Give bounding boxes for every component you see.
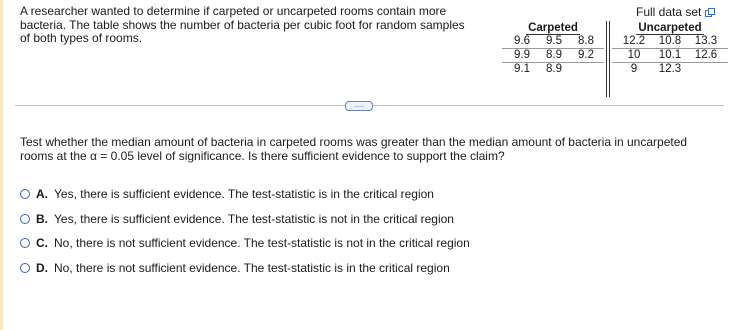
table-cell: 9.9: [514, 49, 530, 61]
option-text: No, there is not sufficient evidence. The test-statistic is not in the critical region: [54, 236, 470, 251]
question-text: [20, 136, 720, 163]
table-cell: 13.3: [694, 35, 718, 47]
problem-line-1: A researcher wanted to determine if carpeted or uncarpeted rooms contain more: [20, 4, 447, 18]
table-row: [612, 63, 728, 76]
option-letter: A.: [36, 187, 48, 202]
question-line-2: rooms at the α = 0.05 level of significance. Is there sufficient evidence to support the claim?: [20, 148, 505, 163]
option-letter: C.: [36, 236, 48, 251]
table-cell: 8.9: [546, 49, 562, 61]
option-c[interactable]: [20, 231, 470, 256]
table-cell: [688, 63, 724, 76]
radio-button[interactable]: [20, 189, 30, 199]
uncarpeted-table: [612, 21, 728, 76]
radio-button[interactable]: [20, 263, 30, 273]
table-cell: 12.6: [694, 49, 718, 61]
problem-line-3: of both types of rooms.: [20, 31, 143, 45]
problem-statement: [20, 5, 490, 46]
carpeted-header: Carpeted: [528, 22, 578, 34]
table-cell: [570, 63, 602, 76]
question-line-1: Test whether the median amount of bacteria in carpeted rooms was greater than the median amount of bacteria in uncarpeted: [20, 135, 688, 149]
table-row: [502, 49, 604, 63]
table-row: [612, 49, 728, 63]
table-row: [502, 35, 604, 49]
table-row: [502, 63, 604, 76]
radio-button[interactable]: [20, 238, 30, 248]
table-cell: 9.2: [578, 49, 594, 61]
carpeted-table: [502, 21, 604, 76]
table-divider-line: [609, 21, 610, 97]
copy-icon[interactable]: [705, 7, 715, 17]
table-cell: 8.8: [578, 35, 594, 47]
full-data-set-link[interactable]: [636, 5, 715, 19]
option-text: Yes, there is sufficient evidence. The test-statistic is not in the critical region: [54, 211, 454, 226]
table-cell: 9.1: [514, 63, 530, 75]
table-cell: 10: [627, 49, 641, 61]
data-table-area: [498, 5, 728, 97]
table-divider-line: [606, 21, 607, 97]
table-row: [612, 35, 728, 49]
table-cell: 9.5: [546, 35, 562, 47]
left-accent-strip: [0, 0, 3, 330]
option-letter: D.: [36, 261, 48, 276]
radio-button[interactable]: [20, 214, 30, 224]
table-cell: 12.3: [658, 63, 682, 75]
answer-options: [20, 182, 470, 280]
table-cell: 10.8: [658, 35, 682, 47]
table-cell: 12.2: [622, 35, 646, 47]
table-cell: 9.6: [514, 35, 530, 47]
option-text: Yes, there is sufficient evidence. The test-statistic is in the critical region: [54, 187, 434, 202]
uncarpeted-header: Uncarpeted: [638, 22, 702, 34]
problem-line-2: bacteria. The table shows the number of bacteria per cubic foot for random samples: [20, 17, 465, 32]
option-text: No, there is not sufficient evidence. The test-statistic is in the critical region: [54, 261, 450, 276]
option-b[interactable]: [20, 207, 470, 232]
option-a[interactable]: [20, 182, 470, 207]
table-cell: 9: [630, 63, 638, 75]
table-cell: 8.9: [546, 63, 562, 75]
expand-button[interactable]: .....: [345, 101, 373, 111]
option-d[interactable]: [20, 256, 470, 281]
table-cell: 10.1: [658, 49, 682, 61]
full-data-set-label: Full data set: [636, 5, 702, 19]
option-letter: B.: [36, 211, 48, 226]
